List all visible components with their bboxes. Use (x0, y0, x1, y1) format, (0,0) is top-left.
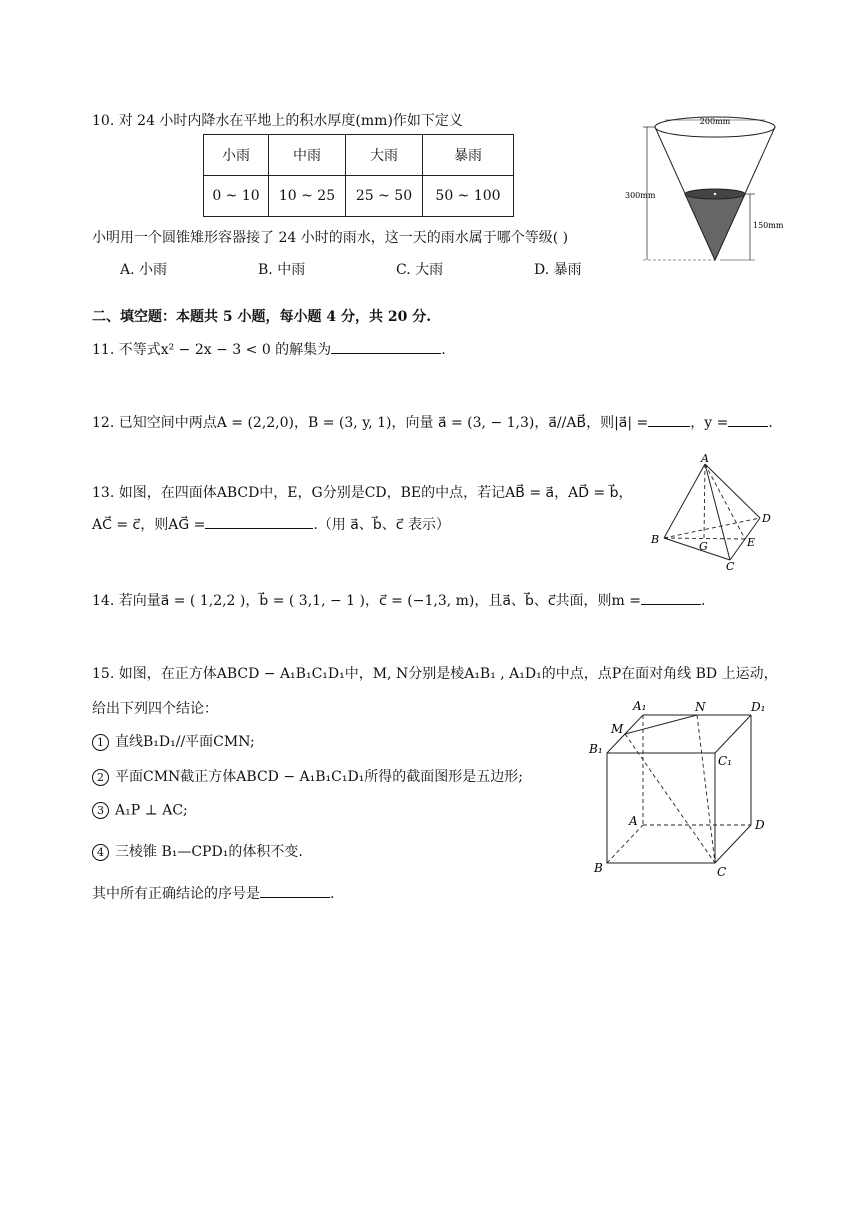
option-d: D. 暴雨 (534, 262, 582, 278)
vertex-label: B₁ (589, 742, 603, 756)
conclusion-2 (92, 766, 523, 786)
vertex-label: M (611, 722, 624, 736)
q10-stem: 10. 对 24 小时内降水在平地上的积水厚度(mm)作如下定义 (92, 113, 463, 129)
cube-figure (585, 695, 785, 885)
answer-blank[interactable] (260, 883, 330, 898)
section-title: 二、填空题：本题共 5 小题，每小题 4 分，共 20 分. (92, 309, 432, 325)
conclusion-text: 三棱锥 B₁—CPD₁的体积不变. (115, 844, 303, 860)
table-header: 小雨 (204, 135, 269, 176)
option-b: B. 中雨 (258, 262, 306, 278)
q13-text: AC⃗ = c⃗，则AG⃗ = (92, 517, 206, 533)
conclusion-4 (92, 841, 303, 861)
conclusion-text: 直线B₁D₁//平面CMN; (115, 734, 255, 750)
q12 (92, 412, 773, 432)
vertex-label: N (695, 700, 706, 714)
q12-suffix: . (768, 415, 773, 431)
cone-water-label: 150mm (753, 221, 784, 230)
table-header: 大雨 (346, 135, 423, 176)
vertex-label: C₁ (718, 754, 732, 768)
q15-answer (92, 883, 334, 903)
answer-blank[interactable] (205, 514, 313, 529)
answer-blank[interactable] (331, 339, 441, 354)
answer-blank[interactable] (728, 412, 768, 427)
conclusion-text: 平面CMN截正方体ABCD − A₁B₁C₁D₁所得的截面图形是五边形; (115, 769, 524, 785)
vertex-label: A (629, 814, 638, 828)
q13-suffix: .（用 a⃗、b⃗、c⃗ 表示） (313, 517, 450, 533)
vertex-label: C (726, 560, 735, 572)
q14 (92, 590, 705, 610)
tetrahedron-figure (648, 452, 778, 572)
vertex-label: D (762, 512, 771, 525)
circle-number: 2 (92, 769, 109, 786)
circle-number: 4 (92, 844, 109, 861)
q15-line1: 15. 如图，在正方体ABCD − A₁B₁C₁D₁中，M, N分别是棱A₁B₁ , A₁D₁的中点，点P在面对角线 BD 上运动， (92, 666, 778, 682)
answer-blank[interactable] (648, 412, 690, 427)
q13-line2 (92, 514, 450, 534)
conclusion-1 (92, 731, 255, 751)
circle-number: 3 (92, 802, 109, 819)
vertex-label: A₁ (633, 699, 647, 713)
option-a: A. 小雨 (120, 262, 168, 278)
q14-text: 14. 若向量a⃗ = ( 1,2,2 )，b⃗ = ( 3,1, − 1 )，c⃗ = (−1,3, m)，且a⃗、b⃗、c⃗共面，则m = (92, 593, 642, 609)
q15-answer-text: 其中所有正确结论的序号是 (92, 886, 260, 902)
q15-line2: 给出下列四个结论： (92, 701, 218, 717)
answer-blank[interactable] (641, 590, 701, 605)
conclusion-3 (92, 802, 188, 819)
q10-question: 小明用一个圆锥雉形容器接了 24 小时的雨水，这一天的雨水属于哪个等级( ) (92, 230, 569, 246)
q12-text: 12. 已知空间中两点A = (2,2,0)，B = (3, y, 1)，向量 a⃗ = (3, − 1,3)，a⃗//AB⃗，则|a⃗| = (92, 415, 649, 431)
circle-number: 1 (92, 734, 109, 751)
table-cell: 25 ~ 50 (346, 176, 423, 217)
table-header: 暴雨 (423, 135, 514, 176)
vertex-label: A (701, 452, 709, 465)
cone-top-label: 200mm (699, 117, 731, 126)
cone-figure (625, 110, 785, 270)
vertex-label: G (699, 540, 708, 553)
vertex-label: B (651, 533, 660, 546)
rainfall-table (203, 134, 514, 217)
cone-height-label: 300mm (625, 191, 656, 200)
vertex-label: D₁ (751, 700, 766, 714)
conclusion-text: A₁P ⊥ AC; (115, 802, 188, 819)
table-cell: 50 ~ 100 (423, 176, 514, 217)
q11 (92, 339, 446, 359)
q15-suffix: . (330, 886, 335, 902)
vertex-label: C (717, 865, 727, 879)
vertex-label: D (755, 818, 765, 832)
q12-mid: ，y = (690, 415, 729, 431)
vertex-label: B (594, 861, 603, 875)
q11-suffix: . (441, 342, 446, 358)
q14-suffix: . (701, 593, 706, 609)
vertex-label: E (747, 536, 756, 549)
q11-text: 11. 不等式x² − 2x − 3 < 0 的解集为 (92, 342, 332, 358)
option-c: C. 大雨 (396, 262, 444, 278)
table-cell: 10 ~ 25 (269, 176, 346, 217)
table-header: 中雨 (269, 135, 346, 176)
table-cell: 0 ~ 10 (204, 176, 269, 217)
q13-line1: 13. 如图，在四面体ABCD中，E，G分别是CD，BE的中点，若记AB⃗ = a⃗，AD⃗ = b⃗， (92, 485, 633, 501)
